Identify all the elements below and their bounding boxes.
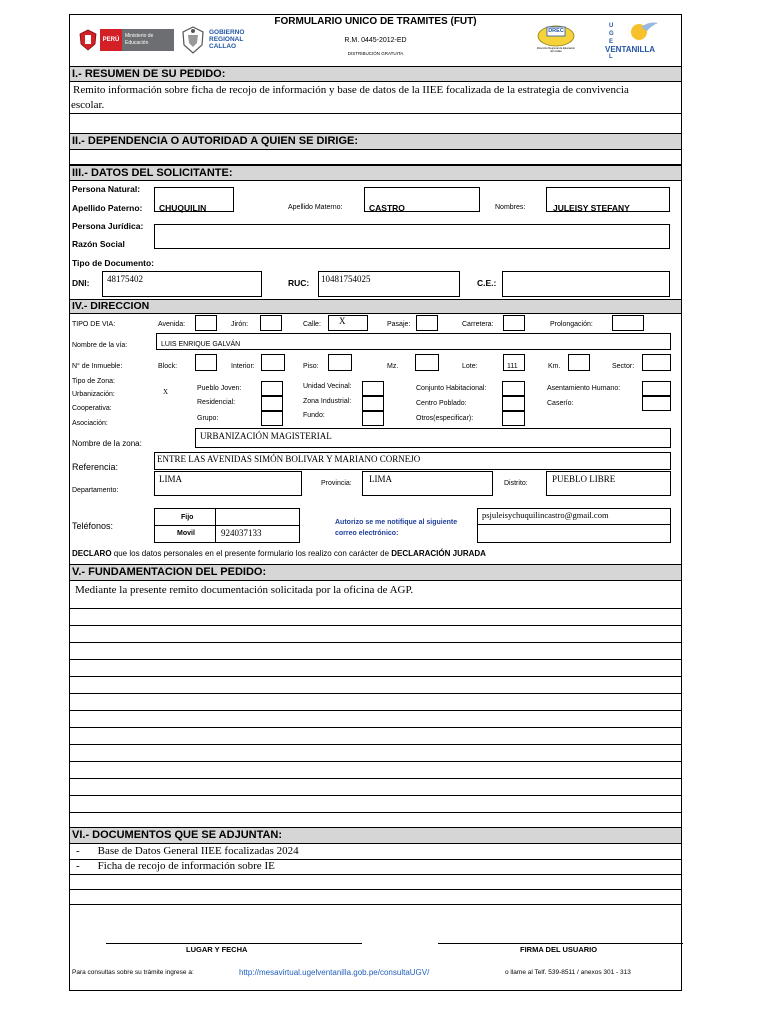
peru-flag-logo <box>78 29 98 51</box>
document-item-bullet: - <box>76 845 80 857</box>
avenida-checkbox[interactable] <box>195 315 217 331</box>
tipo-zona-label: Tipo de Zona: <box>72 378 115 385</box>
apellido-materno-value: CASTRO <box>369 203 405 213</box>
calle-checkbox[interactable] <box>328 315 368 331</box>
carretera-checkbox[interactable] <box>503 315 525 331</box>
avenida-label: Avenida: <box>158 321 186 328</box>
section-2-title: II.- DEPENDENCIA O AUTORIDAD A QUIEN SE DIRIGE: <box>70 133 681 150</box>
residencial-label: Residencial: <box>197 399 236 406</box>
declaro-text: que los datos personales en el presente formulario los realizo con carácter de <box>111 549 392 558</box>
prolongacion-checkbox[interactable] <box>612 315 644 331</box>
caserio-checkbox[interactable] <box>642 396 671 411</box>
autorizo-line1: Autorizo se me notifique al siguiente <box>335 519 458 526</box>
section-5-title: V.- FUNDAMENTACION DEL PEDIDO: <box>70 564 681 581</box>
lote-field[interactable] <box>503 354 525 371</box>
fijo-label: Fijo <box>181 514 194 521</box>
document-item <box>76 860 275 872</box>
conjunto-habitacional-label: Conjunto Habitacional: <box>416 385 487 392</box>
provincia-field[interactable] <box>362 471 493 496</box>
divider <box>70 659 681 660</box>
lote-label: Lote: <box>462 363 478 370</box>
departamento-label: Departamento: <box>72 487 119 494</box>
ugel-ventanilla-logo <box>605 19 665 61</box>
pueblo-joven-label: Pueblo Joven: <box>197 385 242 392</box>
ugel-letter-u: U <box>609 23 614 29</box>
nombres-label: Nombres: <box>495 204 526 211</box>
nombre-zona-value: URBANIZACIÓN MAGISTERIAL <box>200 431 332 441</box>
email-field[interactable] <box>477 508 671 543</box>
zona-industrial-checkbox[interactable] <box>362 396 384 411</box>
block-field[interactable] <box>195 354 217 371</box>
ugel-letter-g: G <box>609 31 614 37</box>
form-title: FORMULARIO UNICO DE TRAMITES (FUT) <box>274 16 477 27</box>
nombre-via-field[interactable] <box>156 333 671 350</box>
departamento-value: LIMA <box>159 474 182 484</box>
mz-field[interactable] <box>415 354 439 371</box>
section-5-text: Mediante la presente remito documentación solicitada por la oficina de AGP. <box>75 584 414 596</box>
referencia-label: Referencia: <box>72 462 119 472</box>
apellido-paterno-field[interactable] <box>154 187 234 212</box>
document-item-text: Ficha de recojo de información sobre IE <box>97 860 275 872</box>
referencia-field[interactable] <box>154 452 671 470</box>
divider <box>70 113 681 114</box>
divider <box>478 524 670 525</box>
apellido-materno-label: Apellido Materno: <box>288 204 343 211</box>
apellido-materno-field[interactable] <box>364 187 480 212</box>
sector-label: Sector: <box>612 363 635 370</box>
calle-mark: X <box>339 316 346 326</box>
razon-social-label: Razón Social <box>72 239 125 249</box>
sector-field[interactable] <box>642 354 671 371</box>
divider <box>70 676 681 677</box>
gob-line1: GOBIERNO <box>209 29 245 36</box>
divider <box>70 812 681 813</box>
residencial-checkbox[interactable] <box>261 396 283 411</box>
autorizo-line2: correo electrónico: <box>335 530 399 537</box>
divider <box>70 795 681 796</box>
block-label: Block: <box>158 363 178 370</box>
resolution-number: R.M. 0445-2012-ED <box>344 37 407 44</box>
nombres-value: JULEISY STEFANY <box>553 203 630 213</box>
provincia-value: LIMA <box>369 474 392 484</box>
nombre-via-label: Nombre de la vía: <box>72 342 128 349</box>
distrito-field[interactable] <box>546 471 671 496</box>
consultas-label: Para consultas sobre su trámite ingrese a: <box>72 969 194 976</box>
n-inmueble-label: N° de Inmueble: <box>72 363 123 370</box>
centro-poblado-checkbox[interactable] <box>502 396 525 411</box>
pasaje-checkbox[interactable] <box>416 315 438 331</box>
declaracion-jurada <box>72 549 486 558</box>
nombres-field[interactable] <box>546 187 670 212</box>
zona-industrial-label: Zona Industrial: <box>303 398 352 405</box>
km-label: Km. <box>548 363 561 370</box>
centro-poblado-label: Centro Poblado: <box>416 400 467 407</box>
nombre-zona-field[interactable] <box>195 428 671 448</box>
divider <box>70 642 681 643</box>
otros-label: Otros(especificar): <box>416 415 474 422</box>
telefonos-label: Teléfonos: <box>72 521 114 531</box>
razon-social-field[interactable] <box>154 224 670 249</box>
lote-value: 111 <box>507 363 518 370</box>
divider <box>155 525 299 526</box>
drec-label: DREC <box>548 28 564 34</box>
drec-subtitle: Dirección Regional de Educación del Callao <box>536 47 576 54</box>
nombre-via-value: LUIS ENRIQUE GALVÁN <box>161 341 241 348</box>
interior-label: Interior: <box>231 363 255 370</box>
dni-label: DNI: <box>72 278 90 288</box>
asentamiento-humano-checkbox[interactable] <box>642 381 671 396</box>
peru-ministry-logo <box>100 29 174 51</box>
dni-field[interactable] <box>102 271 262 297</box>
urbanizacion-mark: X <box>163 388 169 396</box>
document-item-text: Base de Datos General IIEE focalizadas 2024 <box>97 845 299 857</box>
declaro-strong: DECLARO <box>72 549 112 558</box>
divider <box>70 710 681 711</box>
apellido-paterno-value: CHUQUILIN <box>159 203 207 213</box>
ruc-value: 10481754025 <box>321 274 371 284</box>
fut-form <box>69 14 682 991</box>
distribution-note: DISTRIBUCIÓN GRATUITA <box>347 51 404 56</box>
divider <box>70 889 681 890</box>
divider <box>70 778 681 779</box>
divider <box>70 625 681 626</box>
section-1-text-line1: Remito información sobre ficha de recojo de información y base de datos de la IIEE focalizada de la estrategia de convivencia <box>73 84 629 96</box>
section-1-title: I.- RESUMEN DE SU PEDIDO: <box>70 66 681 82</box>
divider <box>70 693 681 694</box>
gob-line2: REGIONAL <box>209 36 244 43</box>
divider <box>70 874 681 875</box>
tipo-documento-label: Tipo de Documento: <box>72 258 155 268</box>
ugel-letter-e: E <box>609 39 614 45</box>
urbanizacion-label: Urbanización: <box>72 391 115 398</box>
callao-crest-icon <box>180 25 206 55</box>
apellido-paterno-label: Apellido Paterno: <box>72 203 143 213</box>
nombre-zona-label: Nombre de la zona: <box>72 439 142 448</box>
divider <box>70 744 681 745</box>
firma-line <box>438 943 683 944</box>
unidad-vecinal-label: Unidad Vecinal: <box>303 383 352 390</box>
mz-label: Mz. <box>387 363 399 370</box>
ce-field[interactable] <box>502 271 670 297</box>
grupo-checkbox[interactable] <box>261 411 283 426</box>
cooperativa-label: Cooperativa: <box>72 405 112 412</box>
peru-label: PERÚ <box>100 29 122 51</box>
carretera-label: Carretera: <box>462 321 494 328</box>
drec-logo <box>536 23 576 55</box>
ruc-field[interactable] <box>318 271 460 297</box>
ministry-label: Ministerio de Educación <box>122 29 174 51</box>
section-3-title: III.- DATOS DEL SOLICITANTE: <box>70 165 681 181</box>
dni-value: 48175402 <box>107 274 143 284</box>
otros-checkbox[interactable] <box>502 411 525 426</box>
referencia-value: ENTRE LAS AVENIDAS SIMÓN BOLIVAR Y MARIANO CORNEJO <box>157 454 421 464</box>
interior-field[interactable] <box>261 354 285 371</box>
telefono-contacto: o llame al Telf. 539-8511 / anexos 301 - 313 <box>505 969 631 976</box>
pueblo-joven-checkbox[interactable] <box>261 381 283 396</box>
piso-field[interactable] <box>328 354 352 371</box>
unidad-vecinal-checkbox[interactable] <box>362 381 384 396</box>
caserio-label: Caserío: <box>547 400 574 407</box>
piso-label: Piso: <box>303 363 319 370</box>
lugar-fecha-label: LUGAR Y FECHA <box>186 945 248 954</box>
fundo-checkbox[interactable] <box>362 411 384 426</box>
ce-label: C.E.: <box>477 278 497 288</box>
jiron-checkbox[interactable] <box>260 315 282 331</box>
divider <box>70 761 681 762</box>
firma-label: FIRMA DEL USUARIO <box>520 945 598 954</box>
calle-label: Calle: <box>303 321 321 328</box>
section-1-text-line2: escolar. <box>71 99 105 111</box>
email-value: psjuleisychuquilincastro@gmail.com <box>482 510 609 520</box>
ugel-letter-l: L <box>609 54 613 60</box>
sun-bird-icon <box>629 19 659 41</box>
header <box>70 15 681 65</box>
asociacion-label: Asociación: <box>72 420 108 427</box>
departamento-field[interactable] <box>154 471 302 496</box>
prolongacion-label: Prolongación: <box>550 321 593 328</box>
distrito-value: PUEBLO LIBRE <box>552 474 616 484</box>
document-item <box>76 845 299 857</box>
gob-line3: CALLAO <box>209 43 237 50</box>
distrito-label: Distrito: <box>504 480 528 487</box>
lugar-fecha-line <box>106 943 362 944</box>
ruc-label: RUC: <box>288 278 310 288</box>
document-item-bullet: - <box>76 860 80 872</box>
telefonos-table <box>154 508 300 543</box>
fijo-field[interactable] <box>216 509 299 525</box>
persona-juridica-label: Persona Jurídica: <box>72 221 144 231</box>
section-4-title: IV.- DIRECCION <box>70 299 681 314</box>
movil-value[interactable]: 924037133 <box>221 528 262 538</box>
consulta-url-link[interactable]: http://mesavirtual.ugelventanilla.gob.pe/consultaUGV/ <box>239 968 430 977</box>
asentamiento-humano-label: Asentamiento Humano: <box>547 385 621 392</box>
km-field[interactable] <box>568 354 590 371</box>
grupo-label: Grupo: <box>197 415 219 422</box>
conjunto-habitacional-checkbox[interactable] <box>502 381 525 396</box>
persona-natural-label: Persona Natural: <box>72 184 141 194</box>
provincia-label: Provincia: <box>321 480 352 487</box>
tipo-via-label: TIPO DE VIA: <box>72 321 116 328</box>
declaracion-jurada-strong: DECLARACIÓN JURADA <box>391 549 486 558</box>
divider <box>70 904 681 905</box>
ugel-name: VENTANILLA <box>605 45 656 54</box>
movil-label: Movil <box>177 530 195 537</box>
fundo-label: Fundo: <box>303 412 325 419</box>
divider <box>70 727 681 728</box>
pasaje-label: Pasaje: <box>387 321 411 328</box>
section-6-title: VI.- DOCUMENTOS QUE SE ADJUNTAN: <box>70 827 681 844</box>
divider <box>70 608 681 609</box>
jiron-label: Jirón: <box>231 321 249 328</box>
